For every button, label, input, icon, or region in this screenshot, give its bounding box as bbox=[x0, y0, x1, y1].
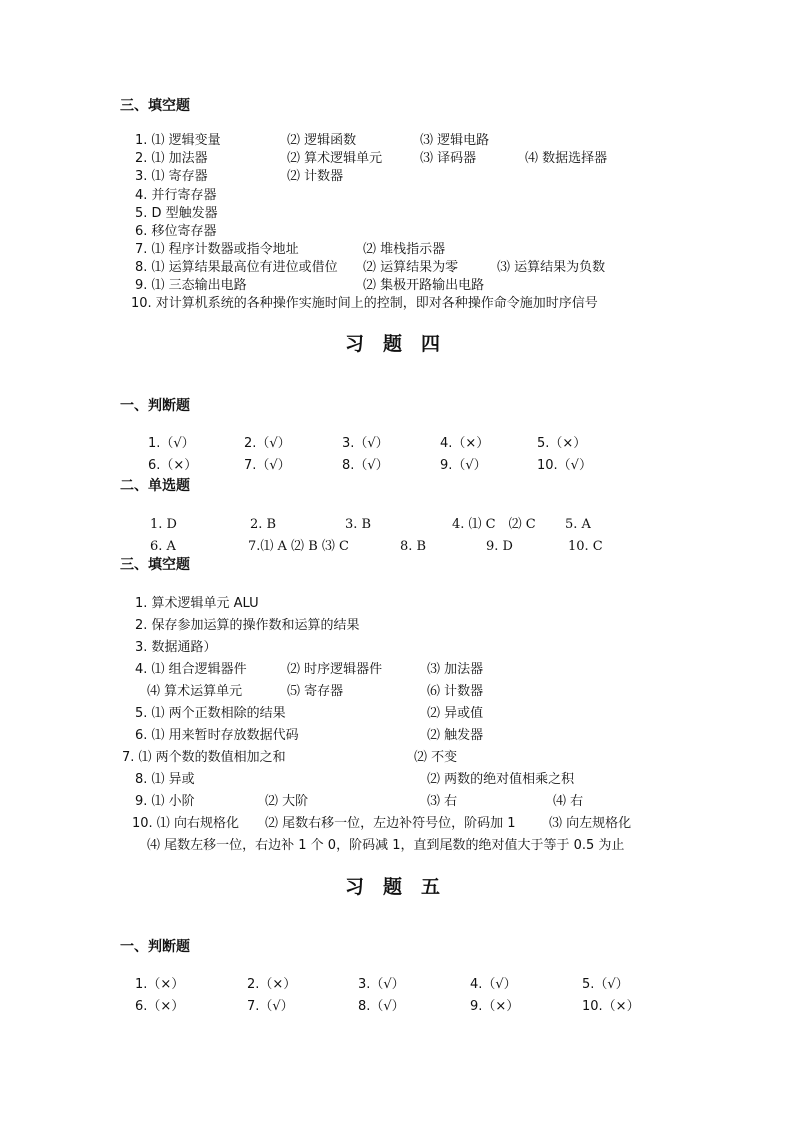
fill4-6-1: 6. ⑴ 用来暂时存放数据代码 bbox=[135, 728, 299, 743]
judge4-4: 4.（×） bbox=[440, 436, 490, 451]
judge4-7: 7.（√） bbox=[244, 458, 291, 473]
fill4-2: 2. 保存参加运算的操作数和运算的结果 bbox=[135, 618, 360, 633]
judge4-8: 8.（√） bbox=[342, 458, 389, 473]
fill4-7-1: 7. ⑴ 两个数的数值相加之和 bbox=[122, 750, 286, 765]
judge5-6: 6.（×） bbox=[135, 999, 185, 1014]
answer-2-4: ⑷ 数据选择器 bbox=[525, 151, 608, 166]
fill4-1: 1. 算术逻辑单元 ALU bbox=[135, 596, 259, 611]
fill4-9-1: 9. ⑴ 小阶 bbox=[135, 794, 195, 809]
fill4-5-1: 5. ⑴ 两个正数相除的结果 bbox=[135, 706, 286, 721]
fill4-10-3: ⑶ 向左规格化 bbox=[549, 816, 632, 831]
answer-9-2: ⑵ 集极开路输出电路 bbox=[363, 278, 485, 293]
exercise-4-title: 习 题 四 bbox=[345, 333, 441, 355]
judge5-4: 4.（√） bbox=[470, 977, 517, 992]
answer-8-2: ⑵ 运算结果为零 bbox=[363, 260, 459, 275]
fill4-4-3: ⑶ 加法器 bbox=[427, 662, 484, 677]
judge5-2: 2.（×） bbox=[247, 977, 297, 992]
fill4-10-4: ⑷ 尾数左移一位，右边补 1 个 0，阶码减 1，直到尾数的绝对值大于等于 0.5 为止 bbox=[147, 838, 625, 853]
fill4-3: 3. 数据通路） bbox=[135, 640, 217, 655]
fill4-4-6: ⑹ 计数器 bbox=[427, 684, 484, 699]
judge5-9: 9.（×） bbox=[470, 999, 520, 1014]
judge-heading-5: 一、判断题 bbox=[120, 939, 190, 955]
single4-6: 6. A bbox=[150, 539, 176, 554]
fill-heading-3: 三、填空题 bbox=[120, 98, 190, 114]
judge4-3: 3.（√） bbox=[342, 436, 389, 451]
exercise-5-title: 习 题 五 bbox=[345, 876, 441, 898]
answer-9-1: 9. ⑴ 三态输出电路 bbox=[135, 278, 247, 293]
judge5-8: 8.（√） bbox=[358, 999, 405, 1014]
answer-8-3: ⑶ 运算结果为负数 bbox=[497, 260, 606, 275]
single4-7: 7.⑴ A ⑵ B ⑶ C bbox=[248, 539, 349, 554]
answer-8-1: 8. ⑴ 运算结果最高位有进位或借位 bbox=[135, 260, 338, 275]
judge4-9: 9.（√） bbox=[440, 458, 487, 473]
answer-4: 4. 并行寄存器 bbox=[135, 188, 217, 203]
fill4-5-2: ⑵ 异或值 bbox=[427, 706, 484, 721]
single4-1: 1. D bbox=[150, 517, 177, 532]
fill4-7-2: ⑵ 不变 bbox=[414, 750, 458, 765]
fill4-8-1: 8. ⑴ 异或 bbox=[135, 772, 195, 787]
fill4-10-2: ⑵ 尾数右移一位，左边补符号位，阶码加 1 bbox=[265, 816, 516, 831]
judge4-10: 10.（√） bbox=[537, 458, 592, 473]
single4-9: 9. D bbox=[486, 539, 513, 554]
judge4-6: 6.（×） bbox=[148, 458, 198, 473]
judge5-10: 10.（×） bbox=[582, 999, 640, 1014]
single-heading-4: 二、单选题 bbox=[120, 478, 190, 494]
answer-2-1: 2. ⑴ 加法器 bbox=[135, 151, 208, 166]
judge5-3: 3.（√） bbox=[358, 977, 405, 992]
answer-5: 5. D 型触发器 bbox=[135, 206, 218, 221]
answer-2-3: ⑶ 译码器 bbox=[420, 151, 477, 166]
answer-6: 6. 移位寄存器 bbox=[135, 224, 217, 239]
fill4-4-4: ⑷ 算术运算单元 bbox=[147, 684, 243, 699]
judge4-2: 2.（√） bbox=[244, 436, 291, 451]
single4-3: 3. B bbox=[345, 517, 372, 532]
single4-2: 2. B bbox=[250, 517, 277, 532]
fill-heading-4: 三、填空题 bbox=[120, 557, 190, 573]
judge5-7: 7.（√） bbox=[247, 999, 294, 1014]
answer-7-1: 7. ⑴ 程序计数器或指令地址 bbox=[135, 242, 299, 257]
fill4-6-2: ⑵ 触发器 bbox=[427, 728, 484, 743]
single4-10: 10. C bbox=[568, 539, 603, 554]
answer-1-2: ⑵ 逻辑函数 bbox=[287, 133, 357, 148]
single4-5: 5. A bbox=[565, 517, 591, 532]
judge4-1: 1.（√） bbox=[148, 436, 195, 451]
answer-7-2: ⑵ 堆栈指示器 bbox=[363, 242, 446, 257]
fill4-4-2: ⑵ 时序逻辑器件 bbox=[287, 662, 383, 677]
judge5-1: 1.（×） bbox=[135, 977, 185, 992]
answer-2-2: ⑵ 算术逻辑单元 bbox=[287, 151, 383, 166]
judge5-5: 5.（√） bbox=[582, 977, 629, 992]
fill4-8-2: ⑵ 两数的绝对值相乘之积 bbox=[427, 772, 575, 787]
judge4-5: 5.（×） bbox=[537, 436, 587, 451]
fill4-4-5: ⑸ 寄存器 bbox=[287, 684, 344, 699]
fill4-9-2: ⑵ 大阶 bbox=[265, 794, 309, 809]
single4-8: 8. B bbox=[400, 539, 427, 554]
fill4-4-1: 4. ⑴ 组合逻辑器件 bbox=[135, 662, 247, 677]
answer-10: 10. 对计算机系统的各种操作实施时间上的控制，即对各种操作命令施加时序信号 bbox=[131, 296, 598, 311]
answer-3-1: 3. ⑴ 寄存器 bbox=[135, 169, 208, 184]
answer-3-2: ⑵ 计数器 bbox=[287, 169, 344, 184]
answer-1-3: ⑶ 逻辑电路 bbox=[420, 133, 490, 148]
judge-heading-4: 一、判断题 bbox=[120, 398, 190, 414]
answer-1-1: 1. ⑴ 逻辑变量 bbox=[135, 133, 221, 148]
fill4-9-3: ⑶ 右 bbox=[427, 794, 458, 809]
fill4-10-1: 10. ⑴ 向右规格化 bbox=[132, 816, 239, 831]
single4-4: 4. ⑴ C ⑵ C bbox=[452, 517, 536, 532]
fill4-9-4: ⑷ 右 bbox=[553, 794, 584, 809]
